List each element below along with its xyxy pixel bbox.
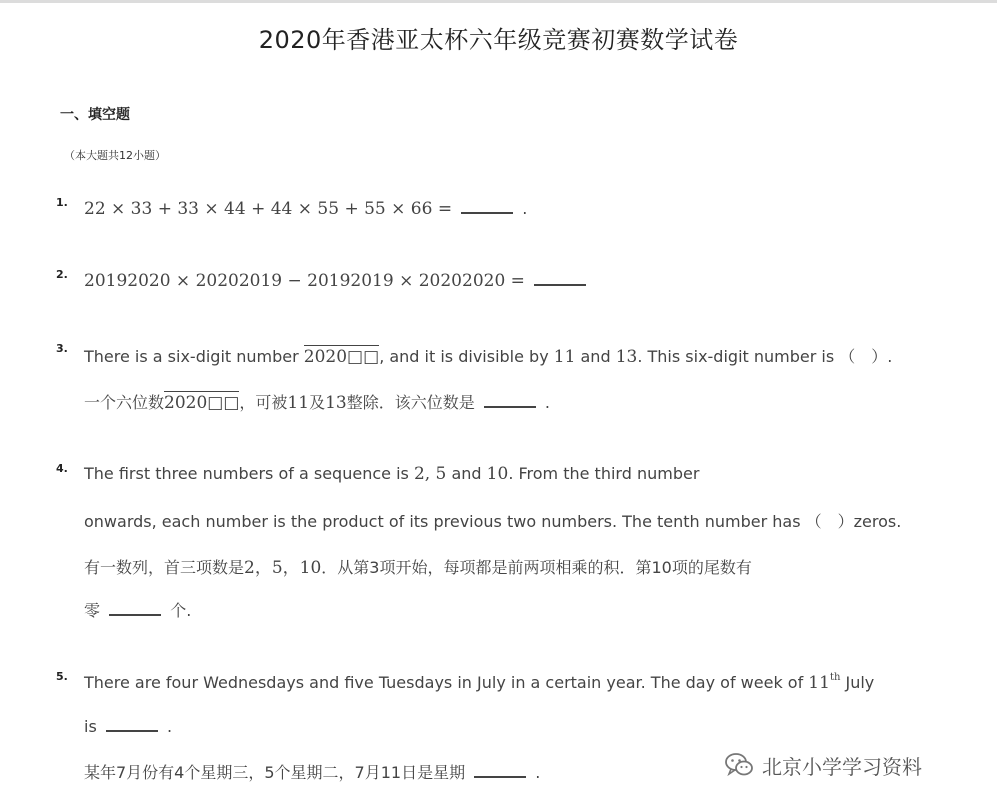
question-number: 1. (56, 196, 68, 209)
question-2-line (84, 270, 590, 291)
text-segment: , and it is divisible by (379, 347, 554, 366)
text-segment: . (544, 393, 551, 412)
wechat-icon (724, 750, 754, 780)
question-5-chinese (84, 760, 540, 783)
answer-blank (109, 600, 161, 616)
question-4-chinese-2 (84, 598, 191, 621)
top-divider (0, 0, 997, 3)
text-segment: 有一数列，首三项数是 (84, 558, 245, 577)
text-segment: is (84, 717, 97, 736)
overlined-number: 2020□□ (303, 347, 380, 367)
number: 2, 5 (413, 464, 447, 484)
text-segment: 及 (309, 393, 326, 412)
watermark-text: 北京小学学习资料 (762, 754, 922, 779)
answer-blank (534, 270, 586, 286)
answer-blank (474, 762, 526, 778)
question-number: 3. (56, 342, 68, 355)
number: 11 (553, 347, 576, 367)
number: 10 (486, 464, 509, 484)
number: 2，5，10 (244, 558, 322, 578)
text-segment: There is a six-digit number (84, 347, 304, 366)
text-segment: July (840, 673, 875, 692)
question-3-english (84, 344, 892, 367)
number: 13 (615, 347, 638, 367)
number: 11 (287, 393, 310, 413)
text-segment: 整除．该六位数是 (346, 393, 475, 412)
watermark (724, 748, 974, 782)
question-2-expression: 20192020 × 20202019 − 20192019 × 20202020 = (84, 271, 525, 291)
text-segment: 某年7月份有4个星期三，5个星期二，7月11日是星期 (84, 763, 466, 782)
overlined-number: 2020□□ (164, 393, 240, 413)
superscript: th (829, 672, 841, 683)
answer-blank (106, 716, 158, 732)
question-1-period: . (522, 199, 528, 218)
question-5-english-2 (84, 716, 172, 736)
question-4-chinese-1 (84, 553, 752, 578)
question-1-expression: 22 × 33 + 33 × 44 + 44 × 55 + 55 × 66 = (84, 199, 453, 219)
answer-blank (461, 198, 513, 214)
section-heading: 一、填空题 (60, 107, 130, 123)
text-segment: There are four Wednesdays and five Tuesdays in July in a certain year. The day of week of (84, 673, 809, 692)
question-5-english-1 (84, 672, 874, 693)
question-number: 4. (56, 462, 68, 475)
text-segment: ．从第3项开始，每项都是前两项相乘的积．第10项的尾数有 (321, 558, 752, 577)
text-segment: . (535, 763, 541, 782)
text-segment: 零 (84, 601, 101, 620)
text-segment: and (446, 464, 487, 483)
section-note: （本大题共12小题） (64, 149, 166, 162)
text-segment: 个. (170, 601, 192, 620)
text-segment: . From the third number (508, 464, 700, 483)
question-number: 2. (56, 268, 68, 281)
question-number: 5. (56, 670, 68, 683)
question-4-english-2: onwards, each number is the product of its previous two numbers. The tenth number has （ ）zeros. (84, 512, 902, 531)
text-segment: . (166, 717, 173, 736)
question-1-line (84, 198, 527, 219)
page-title: 2020年香港亚太杯六年级竞赛初赛数学试卷 (258, 26, 739, 54)
text-segment: and (575, 347, 616, 366)
text-segment: . This six-digit number is （ ）. (637, 347, 893, 366)
text-segment: The first three numbers of a sequence is (84, 464, 414, 483)
question-4-english-1 (84, 464, 699, 484)
text-segment: ，可被 (239, 393, 288, 412)
answer-blank (484, 392, 536, 408)
number: 11 (808, 673, 830, 693)
question-3-chinese (84, 390, 550, 413)
text-segment: 一个六位数 (84, 393, 165, 412)
number: 13 (325, 393, 347, 413)
